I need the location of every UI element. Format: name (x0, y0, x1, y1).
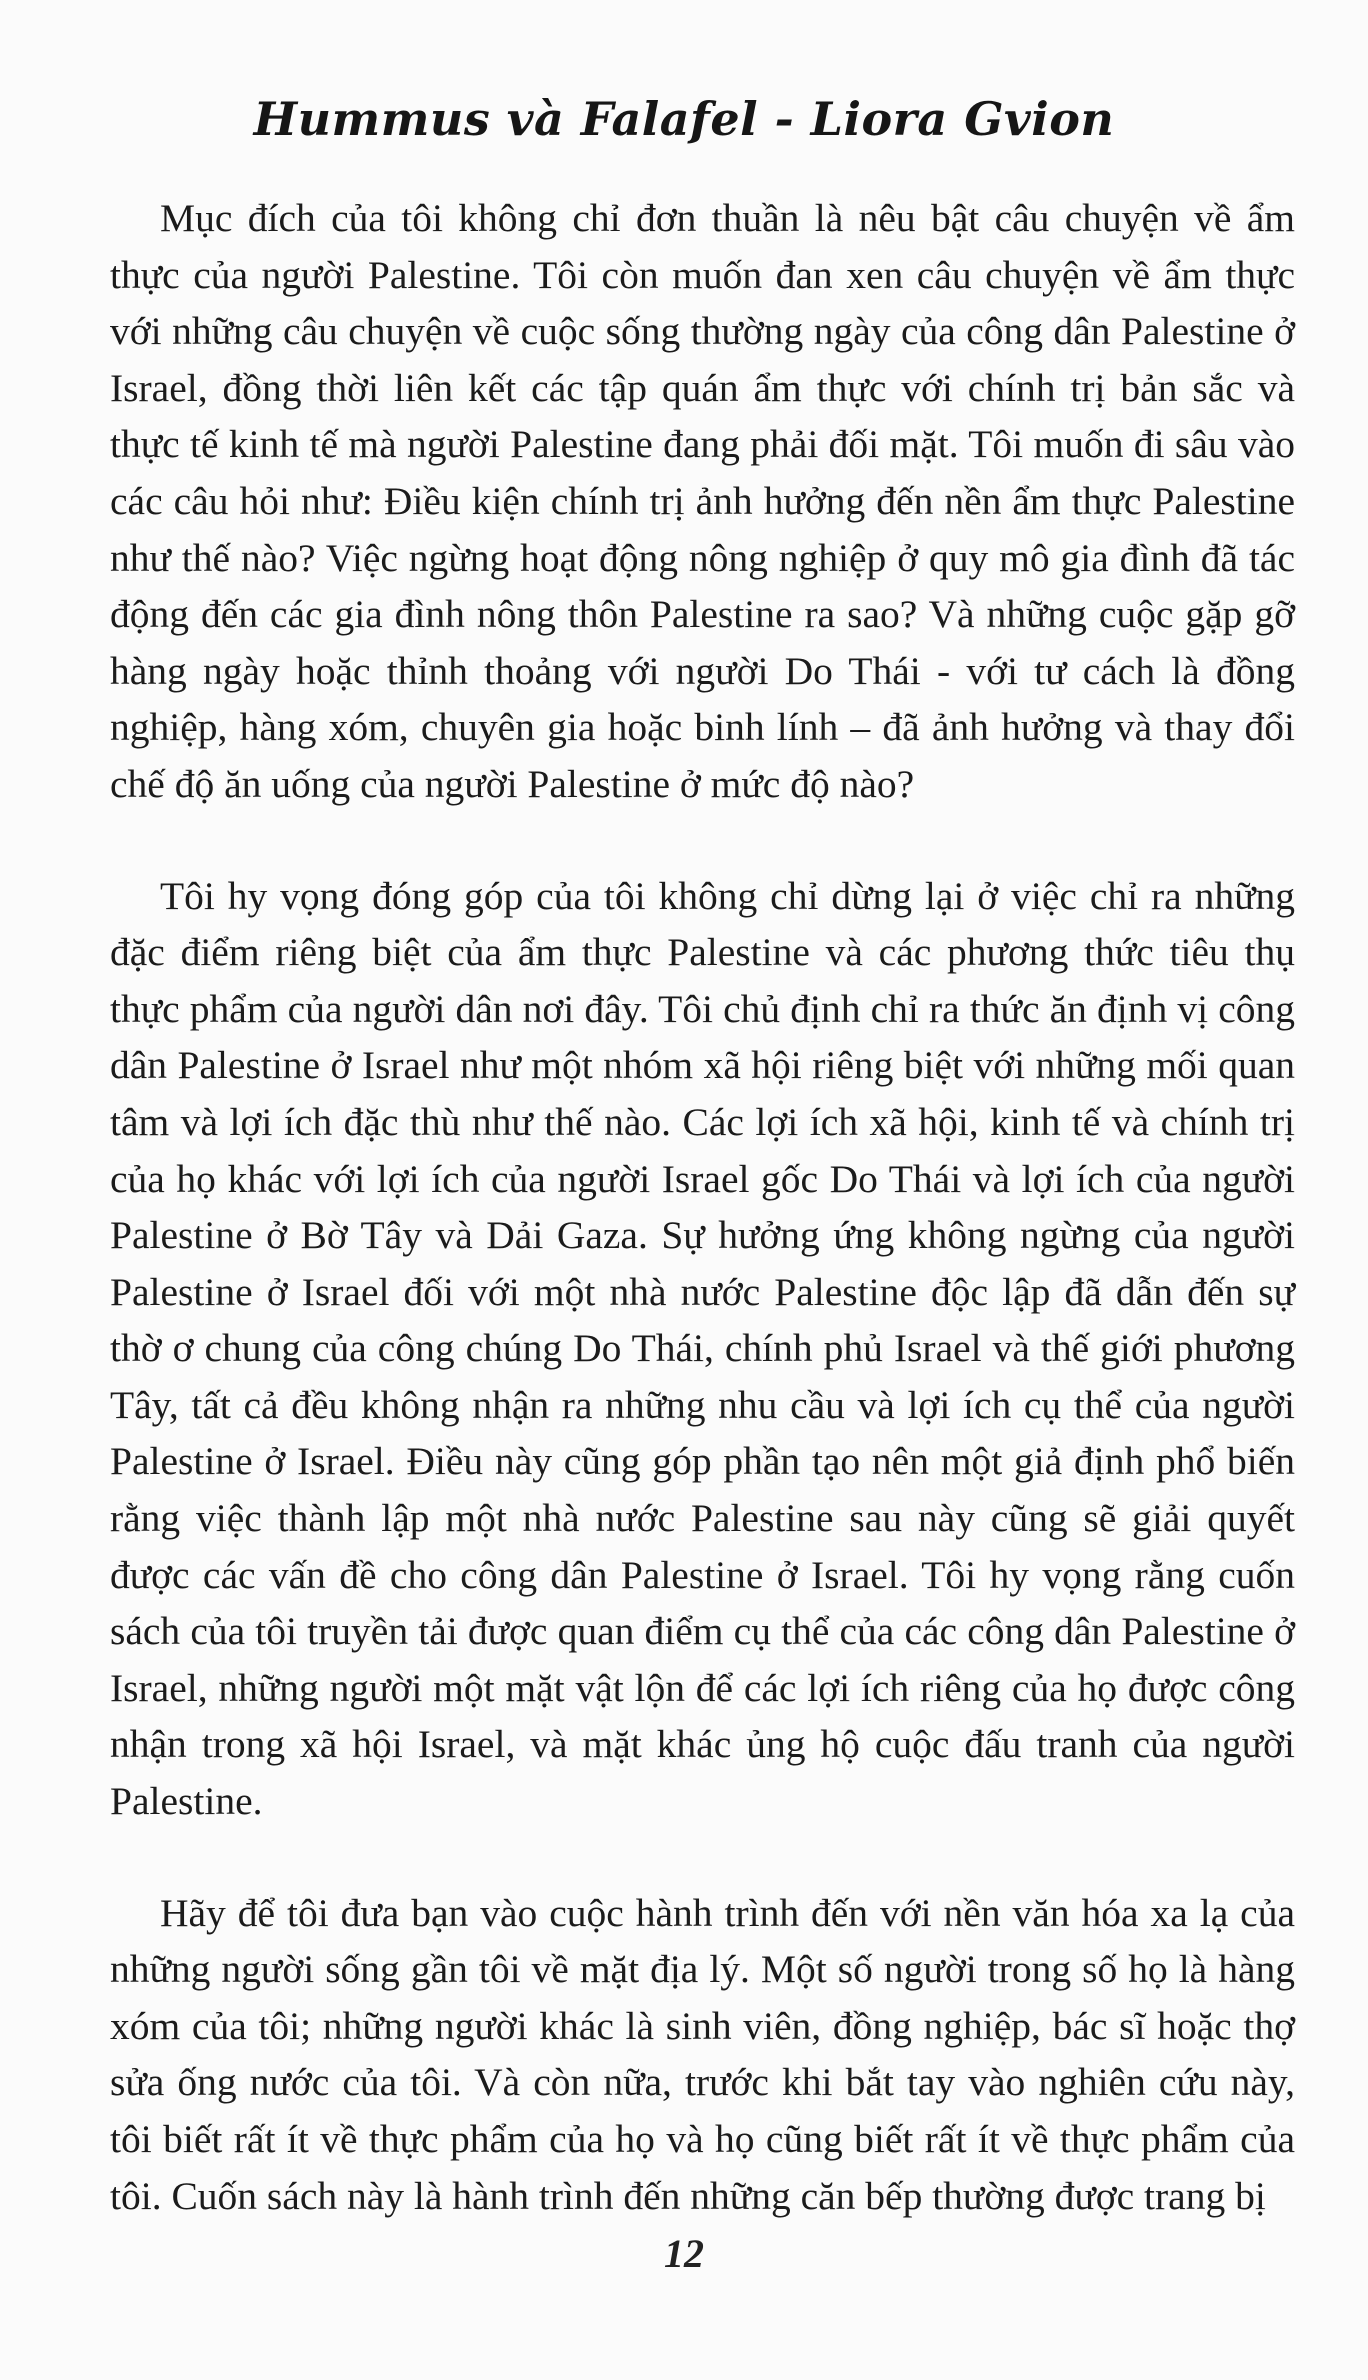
paragraph-2: Tôi hy vọng đóng góp của tôi không chỉ dừng lại ở việc chỉ ra những đặc điểm riêng biệt của ẩm thực Palestine và các phương thức tiêu thụ thực phẩm của người dân nơi đây. Tôi chủ định chỉ ra thức ăn định vị công dân Palestine ở Israel như một nhóm xã hội riêng biệt với những mối quan tâm và lợi ích đặc thù như thế nào. Các lợi ích xã hội, kinh tế và chính trị của họ khác với lợi ích của người Israel gốc Do Thái và lợi ích của người Palestine ở Bờ Tây và Dải Gaza. Sự hưởng ứng không ngừng của người Palestine ở Israel đối với một nhà nước Palestine độc lập đã dẫn đến sự thờ ơ chung của công chúng Do Thái, chính phủ Israel và thế giới phương Tây, tất cả đều không nhận ra những nhu cầu và lợi ích cụ thể của người Palestine ở Israel. Điều này cũng góp phần tạo nên một giả định phổ biến rằng việc thành lập một nhà nước Palestine sau này cũng sẽ giải quyết được các vấn đề cho công dân Palestine ở Israel. Tôi hy vọng rằng cuốn sách của tôi truyền tải được quan điểm cụ thể của các công dân Palestine ở Israel, những người một mặt vật lộn để các lợi ích riêng của họ được công nhận trong xã hội Israel, và mặt khác ủng hộ cuộc đấu tranh của người Palestine. (110, 873, 1295, 1824)
body-text (110, 190, 1295, 2224)
paragraph-1: Mục đích của tôi không chỉ đơn thuần là nêu bật câu chuyện về ẩm thực của người Palestine. Tôi còn muốn đan xen câu chuyện về ẩm thực với những câu chuyện về cuộc sống thường ngày của công dân Palestine ở Israel, đồng thời liên kết các tập quán ẩm thực với chính trị bản sắc và thực tế kinh tế mà người Palestine đang phải đối mặt. Tôi muốn đi sâu vào các câu hỏi như: Điều kiện chính trị ảnh hưởng đến nền ẩm thực Palestine như thế nào? Việc ngừng hoạt động nông nghiệp ở quy mô gia đình đã tác động đến các gia đình nông thôn Palestine ra sao? Và những cuộc gặp gỡ hàng ngày hoặc thỉnh thoảng với người Do Thái - với tư cách là đồng nghiệp, hàng xóm, chuyên gia hoặc binh lính – đã ảnh hưởng và thay đổi chế độ ăn uống của người Palestine ở mức độ nào? (110, 196, 1295, 806)
page-number: 12 (664, 2231, 704, 2276)
running-header-title: Hummus và Falafel - Liora Gvion (253, 92, 1115, 146)
paragraph-3: Hãy để tôi đưa bạn vào cuộc hành trình đến với nền văn hóa xa lạ của những người sống gần tôi về mặt địa lý. Một số người trong số họ là hàng xóm của tôi; những người khác là sinh viên, đồng nghiệp, bác sĩ hoặc thợ sửa ống nước của tôi. Và còn nữa, trước khi bắt tay vào nghiên cứu này, tôi biết rất ít về thực phẩm của họ và họ cũng biết rất ít về thực phẩm của tôi. Cuốn sách này là hành trình đến những căn bếp thường được trang bị (110, 1890, 1295, 2218)
